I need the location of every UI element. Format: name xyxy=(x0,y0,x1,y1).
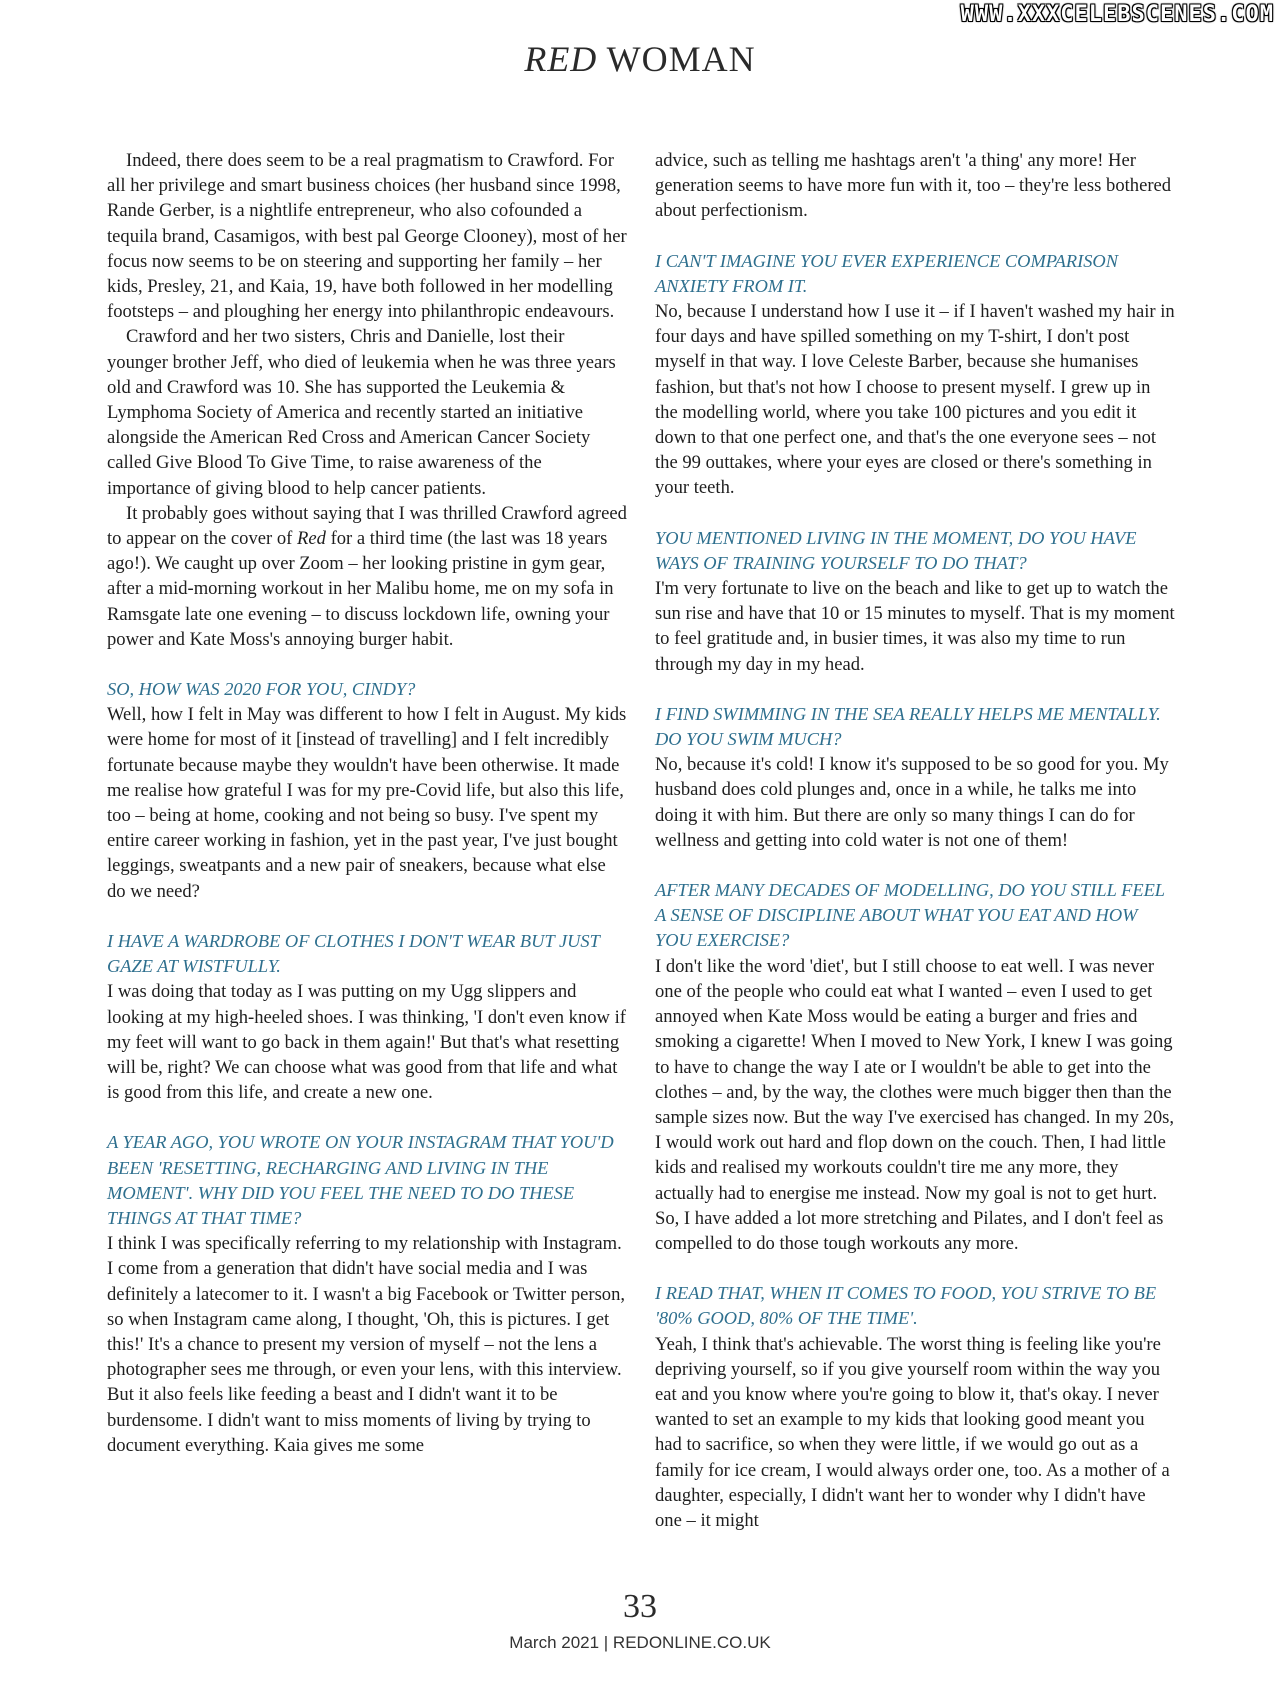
interview-question: I CAN'T IMAGINE YOU EVER EXPERIENCE COMPARISON ANXIETY FROM IT. xyxy=(655,250,1118,296)
intro-text: It probably goes without saying that I was thrilled Crawford agreed to appear on the cover of xyxy=(107,502,627,550)
interview-answer: Well, how I felt in May was different to how I felt in August. My kids were home for most of it [instead of travelling] and I felt incredibly fortunate because maybe they wouldn't have been otherwise. It made me realise how grateful I was for my pre-Covid life, but also this life, too – being at home, cooking and not being so busy. I've spent my entire career working in fashion, yet in the past year, I've just bought leggings, sweatpants and a new pair of sneakers, because what else do we need? xyxy=(107,704,627,902)
interview-answer: I don't like the word 'diet', but I still choose to eat well. I was never one of the people who could eat what I wanted – even I used to get annoyed when Kate Moss would be eating a burger and fries and smoking a cigarette! When I moved to New York, I knew I was going to have to change the way I ate or I wouldn't be able to get into the clothes – and, by the way, the clothes were much bigger then than the sample sizes now. But the way I've exercised has changed. In my 20s, I would work out hard and flop down on the couch. Then, I had little kids and realised my workouts couldn't tire me any more, they actually had to energise me instead. Now my goal is not to get hurt. So, I have added a lot more stretching and Pilates, and I don't feel as compelled to do those tough workouts any more. xyxy=(655,955,1175,1254)
page-number: 33 xyxy=(623,1588,657,1625)
masthead-section: WOMAN xyxy=(606,39,756,79)
intro-text: for a third time (the last was 18 years ago!). We caught up over Zoom – her looking pristine in gym gear, after a mid-morning workout in her Malibu home, me on my sofa in Ramsgate late one evening – to discuss lockdown life, owning your power and Kate Moss's annoying burger habit. xyxy=(107,528,614,650)
intro-paragraph xyxy=(107,501,627,652)
interview-answer: No, because I understand how I use it – if I haven't washed my hair in four days and have spilled something on my T-shirt, I don't post myself in that way. I love Celeste Barber, because she humanises fashion, but that's not how I choose to present myself. I grew up in the modelling world, where you take 100 pictures and you edit it down to that one perfect one, and that's the one everyone sees – not the 99 outtakes, where your eyes are closed or there's something in your teeth. xyxy=(655,301,1175,499)
left-column xyxy=(107,148,627,1458)
interview-answer: I was doing that today as I was putting on my Ugg slippers and looking at my high-heeled shoes. I was thinking, 'I don't even know if my feet will want to go back in them again!' But that's what resetting will be, right? We can choose what was good from that life and what is good from this life, and create a new one. xyxy=(107,981,626,1104)
interview-question: AFTER MANY DECADES OF MODELLING, DO YOU STILL FEEL A SENSE OF DISCIPLINE ABOUT WHAT YOU EAT AND HOW YOU EXERCISE? xyxy=(655,880,1165,951)
intro-paragraph: Indeed, there does seem to be a real pragmatism to Crawford. For all her privilege and smart business choices (her husband since 1998, Rande Gerber, is a nightlife entrepreneur, who also cofounded a tequila brand, Casamigos, with best pal George Clooney), most of her focus now seems to be on steering and supporting her family – her kids, Presley, 21, and Kaia, 19, have both followed in her modelling footsteps – and ploughing her energy into philanthropic endeavours. xyxy=(107,150,627,323)
magazine-name: Red xyxy=(297,528,326,550)
interview-question: A YEAR AGO, YOU WROTE ON YOUR INSTAGRAM THAT YOU'D BEEN 'RESETTING, RECHARGING AND LIVING IN THE MOMENT'. WHY DID YOU FEEL THE NEED TO DO THESE THINGS AT THAT TIME? xyxy=(107,1132,614,1228)
interview-question: YOU MENTIONED LIVING IN THE MOMENT, DO YOU HAVE WAYS OF TRAINING YOURSELF TO DO THAT? xyxy=(655,527,1137,573)
intro-paragraph: Crawford and her two sisters, Chris and Danielle, lost their younger brother Jeff, who died of leukemia when he was three years old and Crawford was 10. She has supported the Leukemia & Lymphoma Society of America and recently started an initiative alongside the American Red Cross and American Cancer Society called Give Blood To Give Time, to raise awareness of the importance of giving blood to help cancer patients. xyxy=(107,326,616,499)
interview-question: SO, HOW WAS 2020 FOR YOU, CINDY? xyxy=(107,679,416,700)
interview-answer: Yeah, I think that's achievable. The worst thing is feeling like you're depriving yourself, so if you give yourself room within the way you eat and you know where you're going to blow it, that's okay. I never wanted to set an example to my kids that looking good meant you had to sacrifice, so when they were little, if we would go out as a family for ice cream, I would always order one, too. As a mother of a daughter, especially, I didn't want her to wonder why I didn't have one – it might xyxy=(655,1333,1170,1531)
issue-footer: March 2021 | REDONLINE.CO.UK xyxy=(509,1633,771,1652)
site-watermark: WWW.XXXCELEBSCENES.COM xyxy=(960,2,1274,27)
interview-answer: No, because it's cold! I know it's supposed to be so good for you. My husband does cold plunges and, once in a while, he talks me into doing it with him. But there are only so many things I can do for wellness and getting into cold water is not one of them! xyxy=(655,754,1169,851)
interview-question: I FIND SWIMMING IN THE SEA REALLY HELPS ME MENTALLY. DO YOU SWIM MUCH? xyxy=(655,703,1161,750)
interview-answer: advice, such as telling me hashtags aren't 'a thing' any more! Her generation seems to have more fun with it, too – they're less bothered about perfectionism. xyxy=(655,150,1172,222)
interview-answer: I'm very fortunate to live on the beach and like to get up to watch the sun rise and have that 10 or 15 minutes to myself. That is my moment to feel gratitude and, in busier times, it was also my time to run through my day in my head. xyxy=(655,578,1175,675)
interview-question: I HAVE A WARDROBE OF CLOTHES I DON'T WEAR BUT JUST GAZE AT WISTFULLY. xyxy=(107,930,600,977)
section-masthead xyxy=(0,38,1280,80)
interview-question: I READ THAT, WHEN IT COMES TO FOOD, YOU STRIVE TO BE '80% GOOD, 80% OF THE TIME'. xyxy=(655,1283,1157,1329)
right-column xyxy=(655,148,1175,1533)
interview-answer: I think I was specifically referring to my relationship with Instagram. I come from a generation that didn't have social media and I was definitely a latecomer to it. I wasn't a big Facebook or Twitter person, so when Instagram came along, I thought, 'Oh, this is pictures. I get this!' It's a chance to present my version of myself – not the lens a photographer sees me through, or even your lens, with this interview. But it also feels like feeding a beast and I didn't want it to be burdensome. I didn't want to miss moments of living by trying to document everything. Kaia gives me some xyxy=(107,1233,626,1456)
masthead-brand: RED xyxy=(524,39,598,79)
